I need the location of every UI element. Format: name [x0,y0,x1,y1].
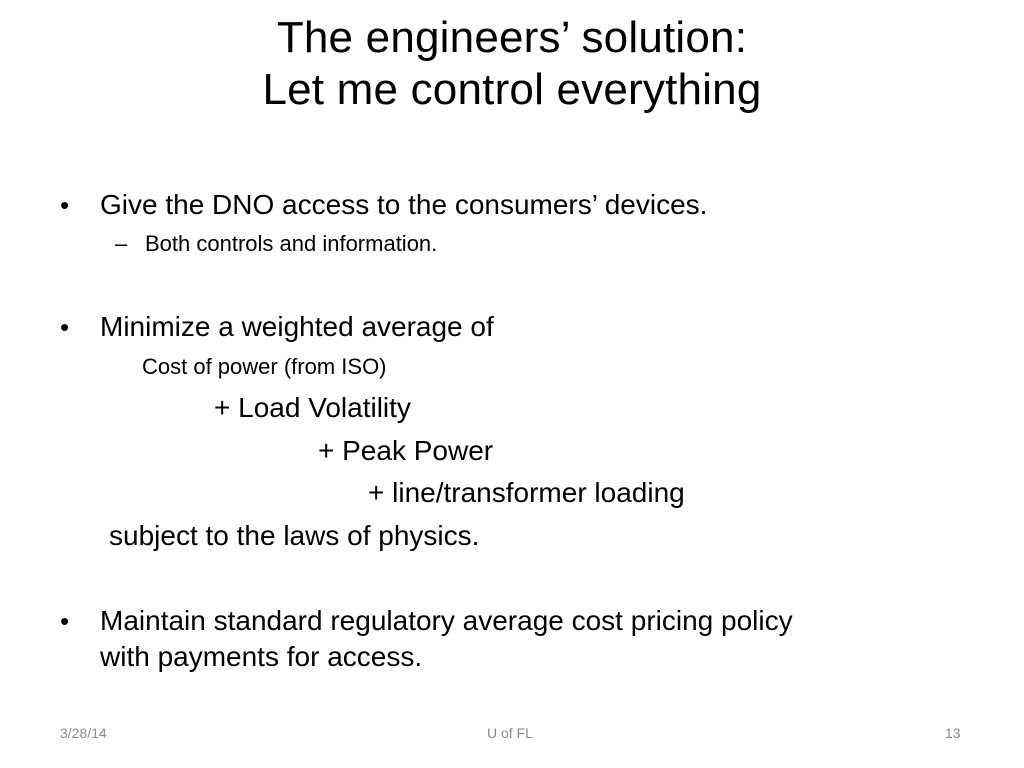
formula-line: + line/transformer loading [368,477,685,508]
bullet-text: Give the DNO access to the consumers’ devices. [100,189,708,220]
bullet-marker: • [60,190,70,220]
bullet-text-continuation: with payments for access. [100,641,423,672]
formula-line: + Load Volatility [214,392,411,423]
footer-page-number: 13 [945,725,961,741]
slide-title [0,12,1024,116]
title-line-1: The engineers’ solution: [276,13,748,62]
bullet-text: Maintain standard regulatory average cost pricing policy [100,605,793,636]
bullet-text: Minimize a weighted average of [100,311,494,342]
bullet-marker: • [60,606,70,636]
footer-center-text: U of FL [487,725,533,741]
formula-line: subject to the laws of physics. [109,520,480,551]
sub-bullet-dash: – [115,231,128,256]
formula-line: Cost of power (from ISO) [142,354,387,379]
bullet-marker: • [60,312,70,342]
title-line-2: Let me control everything [262,65,762,114]
formula-line: + Peak Power [318,435,494,466]
footer-date: 3/28/14 [60,725,107,741]
sub-bullet-text: Both controls and information. [145,231,438,256]
